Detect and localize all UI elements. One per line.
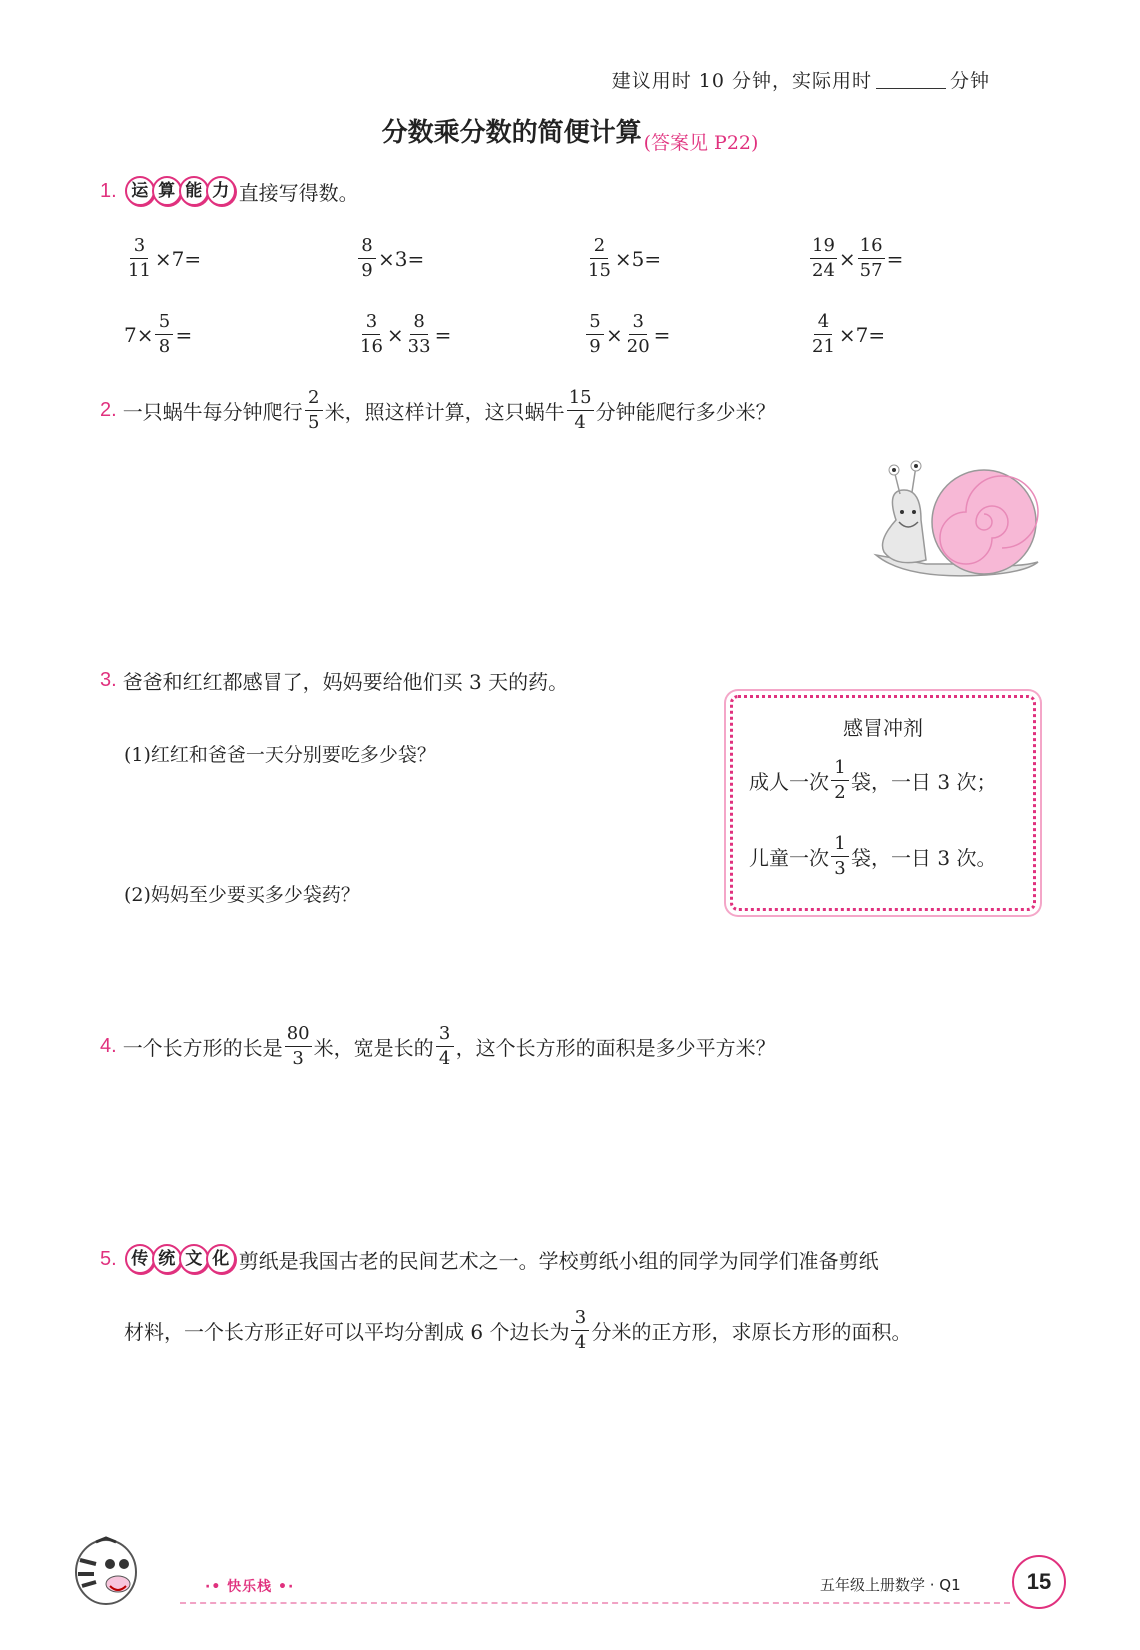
question-4: [100, 1022, 776, 1071]
question-3: [100, 666, 568, 695]
answer-reference: (答案见 P22): [643, 132, 759, 154]
question-text: 爸爸和红红都感冒了，妈妈要给他们买 3 天的药。: [122, 670, 569, 694]
footer-divider: [180, 1602, 1010, 1604]
question-number: 3.: [100, 669, 117, 691]
actual-time-blank[interactable]: [876, 70, 946, 89]
question-5-line-2: [124, 1306, 911, 1355]
question-text: 一个长方形的长是: [122, 1036, 283, 1060]
operator: ×: [386, 322, 404, 347]
badge-char: 算: [152, 176, 182, 206]
badge-char: 文: [179, 1244, 209, 1274]
fraction: $\frac{1}{3}$: [831, 832, 849, 881]
question-number: 1.: [100, 179, 117, 202]
badge-char: 运: [125, 176, 155, 206]
skill-badge-computation: [125, 176, 233, 206]
calc-item-2: [356, 234, 424, 283]
operator: 7×: [124, 322, 154, 347]
question-text: 米，照这样计算，这只蜗牛: [324, 400, 565, 424]
fraction: $\frac{3}{4}$: [436, 1022, 454, 1071]
calc-item-7: [584, 310, 670, 359]
question-5: [100, 1244, 879, 1274]
fraction: $\frac{19}{24}$: [812, 235, 835, 281]
fraction: $\frac{16}{57}$: [859, 235, 883, 281]
question-number: 2.: [100, 399, 117, 421]
question-text: 一只蜗牛每分钟爬行: [122, 400, 303, 424]
operator: ×5=: [614, 246, 662, 271]
badge-char: 统: [152, 1244, 182, 1274]
adult-dosage: 成人一次 $\frac{1}{2}$ 袋，一日 3 次；: [749, 757, 997, 803]
operator: ×: [606, 322, 623, 347]
operator: ×: [838, 246, 856, 271]
calc-item-8: [808, 310, 885, 359]
fraction: $\frac{3}{11}$: [128, 235, 151, 281]
fraction: $\frac{5}{9}$: [586, 310, 604, 359]
fraction: $\frac{80}{3}$: [286, 1023, 310, 1069]
calc-item-6: [356, 310, 451, 359]
badge-char: 力: [206, 176, 236, 206]
fraction: $\frac{8}{9}$: [358, 234, 376, 283]
question-text: 材料，一个长方形正好可以平均分割成 6 个边长为: [124, 1320, 570, 1344]
question-2: [100, 386, 776, 435]
fraction: $\frac{15}{4}$: [568, 387, 592, 433]
question-3-part-1: (1)红红和爸爸一天分别要吃多少袋？: [124, 744, 436, 766]
question-3-part-2: (2)妈妈至少要买多少袋药？: [124, 884, 360, 906]
medicine-name: 感冒冲剂: [843, 716, 923, 740]
question-number: 4.: [100, 1035, 117, 1057]
badge-char: 化: [206, 1244, 236, 1274]
operator: =: [175, 322, 193, 347]
fraction: $\frac{1}{2}$: [831, 756, 849, 805]
question-text: 分米的正方形，求原长方形的面积。: [591, 1320, 912, 1344]
calc-item-4: [808, 234, 903, 283]
operator: =: [886, 246, 904, 271]
fraction: $\frac{4}{21}$: [812, 311, 835, 357]
fraction: $\frac{3}{20}$: [626, 311, 650, 357]
question-text: ，这个长方形的面积是多少平方米？: [455, 1036, 776, 1060]
operator: ×3=: [378, 246, 425, 271]
question-1-instruction: 直接写得数。: [238, 180, 359, 205]
fraction: $\frac{2}{5}$: [305, 386, 323, 435]
title-main: 分数乘分数的简便计算: [381, 118, 642, 148]
page-number: 15: [1012, 1555, 1066, 1609]
time-suggestion: [612, 66, 990, 93]
calc-item-1: [124, 234, 201, 283]
medicine-info-box: [730, 695, 1036, 911]
calc-item-5: [124, 310, 192, 359]
child-dosage: 儿童一次 $\frac{1}{3}$ 袋，一日 3 次。: [749, 833, 997, 879]
fraction: $\frac{8}{33}$: [407, 311, 431, 357]
badge-char: 能: [179, 176, 209, 206]
question-text: 分钟能爬行多少米？: [595, 400, 776, 424]
fraction: $\frac{2}{15}$: [588, 235, 611, 281]
question-number: 5.: [100, 1247, 117, 1270]
operator: ×7=: [838, 322, 886, 347]
suggested-time-text: 建议用时 10 分钟，实际用时: [611, 70, 872, 92]
brand-logo: ·• 快乐栈 •·: [205, 1579, 295, 1595]
skill-badge-culture: [125, 1244, 233, 1274]
time-unit: 分钟: [949, 70, 990, 92]
fraction: $\frac{3}{16}$: [360, 311, 383, 357]
fraction: $\frac{5}{8}$: [155, 310, 173, 359]
book-name: 五年级上册数学 · Q1: [820, 1576, 961, 1594]
badge-char: 传: [125, 1244, 155, 1274]
operator: =: [434, 322, 452, 347]
operator: =: [653, 322, 671, 347]
snail-illustration: [866, 460, 1046, 590]
fraction: $\frac{3}{4}$: [571, 1306, 589, 1355]
question-text: 剪纸是我国古老的民间艺术之一。学校剪纸小组的同学为同学们准备剪纸: [238, 1248, 879, 1273]
question-text: 米，宽是长的: [313, 1036, 434, 1060]
mascot-zebra-icon: [66, 1530, 146, 1610]
page-title: [0, 112, 1140, 154]
question-1-header: [100, 176, 359, 206]
operator: ×7=: [154, 246, 202, 271]
calc-item-3: [584, 234, 661, 283]
